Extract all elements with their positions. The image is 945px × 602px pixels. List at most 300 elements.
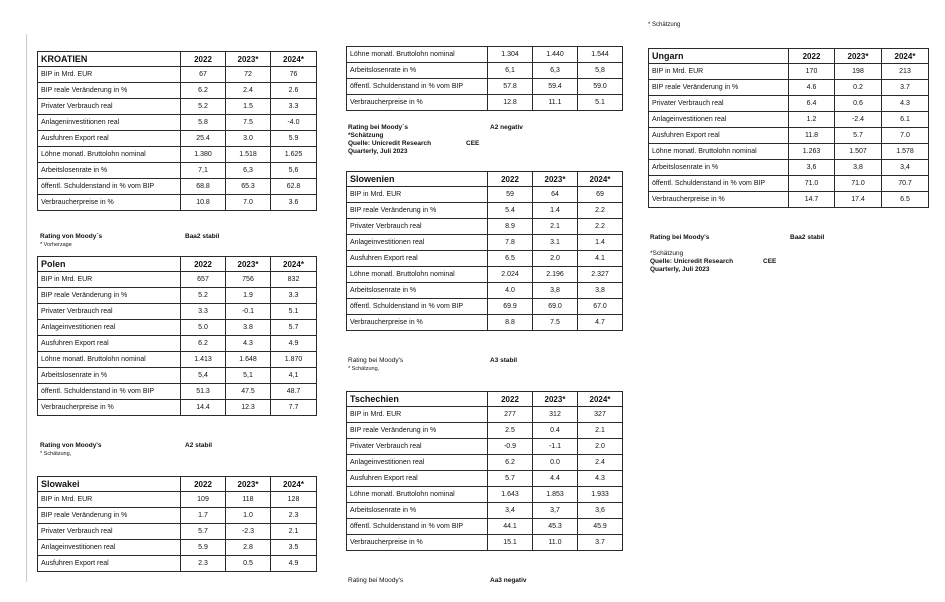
cell-value: 1.9 bbox=[226, 288, 271, 304]
col-2022: 2022 bbox=[181, 477, 226, 492]
cell-value: 4.9 bbox=[271, 556, 317, 572]
cell-value: 12.3 bbox=[226, 400, 271, 416]
cell-value: 4.3 bbox=[882, 96, 929, 112]
table-row bbox=[38, 272, 317, 288]
slovakia-rating-value: A2 negativ bbox=[490, 124, 523, 131]
table-row bbox=[38, 67, 317, 83]
row-label: öffentl. Schuldenstand in % vom BIP bbox=[649, 176, 789, 192]
cell-value: 2.196 bbox=[533, 267, 578, 283]
table-row bbox=[649, 160, 929, 176]
row-label: Löhne monatl. Bruttolohn nominal bbox=[38, 352, 181, 368]
page-margin-rule bbox=[26, 34, 27, 582]
cell-value: 1.625 bbox=[271, 147, 317, 163]
row-label: Privater Verbrauch real bbox=[649, 96, 789, 112]
hungary-title: Ungarn bbox=[649, 49, 789, 64]
poland-rating-label: Rating von Moody's bbox=[40, 442, 102, 449]
table-row bbox=[38, 147, 317, 163]
cell-value: 4.7 bbox=[578, 315, 623, 331]
row-label: Anlageinvestitionen real bbox=[347, 455, 488, 471]
col-2024: 2024* bbox=[271, 477, 317, 492]
cell-value: 756 bbox=[226, 272, 271, 288]
table-row bbox=[347, 439, 623, 455]
row-label: BIP in Mrd. EUR bbox=[38, 67, 181, 83]
cell-value: 1.263 bbox=[789, 144, 835, 160]
col-2023: 2023* bbox=[226, 257, 271, 272]
slovenia-header-row bbox=[347, 172, 623, 187]
cell-value: 5.7 bbox=[181, 524, 226, 540]
cell-value: 5,1 bbox=[226, 368, 271, 384]
table-row bbox=[347, 267, 623, 283]
cell-value: 4.6 bbox=[789, 80, 835, 96]
cell-value: 5.4 bbox=[488, 203, 533, 219]
cell-value: 2.1 bbox=[271, 524, 317, 540]
row-label: Löhne monatl. Bruttolohn nominal bbox=[347, 267, 488, 283]
row-label: Privater Verbrauch real bbox=[38, 524, 181, 540]
cell-value: 170 bbox=[789, 64, 835, 80]
row-label: BIP reale Veränderung in % bbox=[347, 423, 488, 439]
cell-value: 5.0 bbox=[181, 320, 226, 336]
cell-value: 5.7 bbox=[835, 128, 882, 144]
col-2022: 2022 bbox=[488, 172, 533, 187]
col-2023: 2023* bbox=[835, 49, 882, 64]
row-label: BIP reale Veränderung in % bbox=[38, 83, 181, 99]
cell-value: 312 bbox=[533, 407, 578, 423]
slovakia-rows bbox=[38, 492, 317, 572]
slovenia-block bbox=[346, 171, 622, 331]
cell-value: 213 bbox=[882, 64, 929, 80]
cell-value: 1.5 bbox=[226, 99, 271, 115]
table-row bbox=[347, 535, 623, 551]
table-row bbox=[38, 400, 317, 416]
cell-value: 67 bbox=[181, 67, 226, 83]
cell-value: 2.5 bbox=[488, 423, 533, 439]
slovenia-rows bbox=[347, 187, 623, 331]
cell-value: 3,8 bbox=[835, 160, 882, 176]
row-label: Verbraucherpreise in % bbox=[347, 315, 488, 331]
cell-value: 2.3 bbox=[181, 556, 226, 572]
slovakia-cont-table bbox=[346, 46, 623, 111]
col-2024: 2024* bbox=[271, 52, 317, 67]
cell-value: 6.2 bbox=[181, 83, 226, 99]
cell-value: 70.7 bbox=[882, 176, 929, 192]
table-row bbox=[38, 99, 317, 115]
cell-value: 6.2 bbox=[181, 336, 226, 352]
header-estimate-note: * Schätzung bbox=[648, 22, 681, 28]
row-label: BIP in Mrd. EUR bbox=[347, 187, 488, 203]
row-label: Anlageinvestitionen real bbox=[38, 320, 181, 336]
cell-value: 1.648 bbox=[226, 352, 271, 368]
cell-value: 1.507 bbox=[835, 144, 882, 160]
cell-value: 5.2 bbox=[181, 288, 226, 304]
croatia-note: * Vorherzage bbox=[40, 242, 72, 248]
table-row bbox=[347, 47, 623, 63]
col-2022: 2022 bbox=[181, 52, 226, 67]
row-label: Anlageinvestitionen real bbox=[38, 540, 181, 556]
table-row bbox=[347, 423, 623, 439]
cell-value: 4.9 bbox=[271, 336, 317, 352]
cell-value: 3.5 bbox=[271, 540, 317, 556]
table-row bbox=[38, 195, 317, 211]
cell-value: 76 bbox=[271, 67, 317, 83]
cell-value: 3,7 bbox=[533, 503, 578, 519]
row-label: BIP reale Veränderung in % bbox=[38, 288, 181, 304]
czechia-footer bbox=[348, 577, 527, 585]
cell-value: 10.8 bbox=[181, 195, 226, 211]
croatia-table bbox=[37, 51, 317, 211]
cell-value: 128 bbox=[271, 492, 317, 508]
col-2023: 2023* bbox=[533, 172, 578, 187]
poland-table bbox=[37, 256, 317, 416]
table-row bbox=[347, 283, 623, 299]
cell-value: 11.8 bbox=[789, 128, 835, 144]
table-row bbox=[38, 320, 317, 336]
cell-value: 59.4 bbox=[533, 79, 578, 95]
row-label: Löhne monatl. Bruttolohn nominal bbox=[38, 147, 181, 163]
cell-value: 3.3 bbox=[181, 304, 226, 320]
table-row bbox=[38, 336, 317, 352]
table-row bbox=[347, 315, 623, 331]
cell-value: 7,1 bbox=[181, 163, 226, 179]
cell-value: 118 bbox=[226, 492, 271, 508]
hungary-source-tag: CEE bbox=[763, 258, 777, 265]
cell-value: 1.4 bbox=[578, 235, 623, 251]
slovakia-footer bbox=[348, 124, 523, 156]
row-label: Ausfuhren Export real bbox=[649, 128, 789, 144]
cell-value: 59.0 bbox=[578, 79, 623, 95]
cell-value: 109 bbox=[181, 492, 226, 508]
table-row bbox=[347, 219, 623, 235]
cell-value: 1.578 bbox=[882, 144, 929, 160]
row-label: Löhne monatl. Bruttolohn nominal bbox=[347, 487, 488, 503]
table-row bbox=[38, 304, 317, 320]
poland-footer bbox=[40, 442, 212, 458]
slovenia-title: Slowenien bbox=[347, 172, 488, 187]
czechia-table bbox=[346, 391, 623, 551]
cell-value: 1.518 bbox=[226, 147, 271, 163]
table-row bbox=[347, 251, 623, 267]
cell-value: 65.3 bbox=[226, 179, 271, 195]
poland-title: Polen bbox=[38, 257, 181, 272]
cell-value: -2.4 bbox=[835, 112, 882, 128]
czechia-header-row bbox=[347, 392, 623, 407]
row-label: BIP reale Veränderung in % bbox=[649, 80, 789, 96]
table-row bbox=[347, 203, 623, 219]
cell-value: 17.4 bbox=[835, 192, 882, 208]
cell-value: 1.440 bbox=[533, 47, 578, 63]
table-row bbox=[347, 95, 623, 111]
hungary-source: Quelle: Unicredit Research bbox=[650, 258, 734, 265]
cell-value: 5.9 bbox=[271, 131, 317, 147]
cell-value: 2.2 bbox=[578, 219, 623, 235]
row-label: Ausfuhren Export real bbox=[38, 131, 181, 147]
row-label: Privater Verbrauch real bbox=[347, 219, 488, 235]
cell-value: 1.853 bbox=[533, 487, 578, 503]
cell-value: 0.0 bbox=[533, 455, 578, 471]
table-row bbox=[38, 163, 317, 179]
cell-value: 2.327 bbox=[578, 267, 623, 283]
cell-value: 7.7 bbox=[271, 400, 317, 416]
table-row bbox=[38, 288, 317, 304]
cell-value: 1.933 bbox=[578, 487, 623, 503]
cell-value: 3.3 bbox=[271, 99, 317, 115]
cell-value: 15.1 bbox=[488, 535, 533, 551]
hungary-quarterly: Quarterly, Juli 2023 bbox=[650, 266, 710, 273]
cell-value: 1.643 bbox=[488, 487, 533, 503]
cell-value: 0.5 bbox=[226, 556, 271, 572]
table-row bbox=[347, 407, 623, 423]
cell-value: 0.6 bbox=[835, 96, 882, 112]
slovakia-quarterly: Quarterly, Juli 2023 bbox=[348, 148, 408, 155]
czechia-rows bbox=[347, 407, 623, 551]
table-row bbox=[38, 492, 317, 508]
cell-value: 72 bbox=[226, 67, 271, 83]
cell-value: 6,1 bbox=[488, 63, 533, 79]
croatia-footer bbox=[40, 233, 219, 249]
table-row bbox=[347, 503, 623, 519]
cell-value: 68.8 bbox=[181, 179, 226, 195]
cell-value: 7.5 bbox=[226, 115, 271, 131]
row-label: BIP reale Veränderung in % bbox=[347, 203, 488, 219]
poland-note: * Schätzung, bbox=[40, 451, 72, 457]
cell-value: 6.2 bbox=[488, 455, 533, 471]
cell-value: 3,6 bbox=[578, 503, 623, 519]
table-row bbox=[347, 187, 623, 203]
col-2024: 2024* bbox=[578, 392, 623, 407]
cell-value: 1.4 bbox=[533, 203, 578, 219]
cell-value: 3,6 bbox=[789, 160, 835, 176]
cell-value: 67.0 bbox=[578, 299, 623, 315]
table-row bbox=[38, 384, 317, 400]
table-row bbox=[347, 455, 623, 471]
czechia-rating-value: Aa3 negativ bbox=[490, 577, 527, 584]
cell-value: 14.4 bbox=[181, 400, 226, 416]
cell-value: 6.1 bbox=[882, 112, 929, 128]
table-row bbox=[649, 64, 929, 80]
cell-value: 7.0 bbox=[226, 195, 271, 211]
cell-value: 6,3 bbox=[533, 63, 578, 79]
cell-value: 6.5 bbox=[488, 251, 533, 267]
slovakia-cont-block bbox=[346, 46, 622, 111]
row-label: Ausfuhren Export real bbox=[347, 251, 488, 267]
cell-value: 45.9 bbox=[578, 519, 623, 535]
row-label: Arbeitslosenrate in % bbox=[649, 160, 789, 176]
cell-value: 8.8 bbox=[488, 315, 533, 331]
row-label: öffentl. Schuldenstand in % vom BIP bbox=[38, 384, 181, 400]
slovenia-rating-value: A3 stabil bbox=[490, 357, 518, 364]
cell-value: 48.7 bbox=[271, 384, 317, 400]
row-label: Löhne monatl. Bruttolohn nominal bbox=[649, 144, 789, 160]
slovenia-rating-label: Rating bei Moody's bbox=[348, 357, 404, 364]
cell-value: 5,8 bbox=[578, 63, 623, 79]
cell-value: 7.0 bbox=[882, 128, 929, 144]
row-label: Ausfuhren Export real bbox=[38, 556, 181, 572]
cell-value: 7.5 bbox=[533, 315, 578, 331]
col-2024: 2024* bbox=[882, 49, 929, 64]
row-label: öffentl. Schuldenstand in % vom BIP bbox=[347, 519, 488, 535]
row-label: Arbeitslosenrate in % bbox=[38, 368, 181, 384]
cell-value: 2.4 bbox=[578, 455, 623, 471]
poland-rating-value: A2 stabil bbox=[185, 442, 213, 449]
cell-value: 3,8 bbox=[578, 283, 623, 299]
cell-value: 3,4 bbox=[488, 503, 533, 519]
row-label: Ausfuhren Export real bbox=[347, 471, 488, 487]
cell-value: 2.1 bbox=[578, 423, 623, 439]
row-label: Ausfuhren Export real bbox=[38, 336, 181, 352]
cell-value: 3.3 bbox=[271, 288, 317, 304]
slovakia-title: Slowakei bbox=[38, 477, 181, 492]
table-row bbox=[347, 299, 623, 315]
croatia-rating-label: Rating von Moody´s bbox=[40, 233, 103, 240]
cell-value: 64 bbox=[533, 187, 578, 203]
col-2023: 2023* bbox=[533, 392, 578, 407]
row-label: Arbeitslosenrate in % bbox=[347, 63, 488, 79]
slovakia-note: *Schätzung bbox=[348, 132, 384, 139]
slovakia-block bbox=[37, 476, 316, 572]
cell-value: 5.9 bbox=[181, 540, 226, 556]
cell-value: 3.7 bbox=[578, 535, 623, 551]
row-label: Verbraucherpreise in % bbox=[347, 535, 488, 551]
hungary-block bbox=[648, 48, 928, 208]
slovenia-note: * Schätzung, bbox=[348, 366, 380, 372]
czechia-title: Tschechien bbox=[347, 392, 488, 407]
table-row bbox=[649, 176, 929, 192]
slovenia-table bbox=[346, 171, 623, 331]
croatia-rating-value: Baa2 stabil bbox=[185, 233, 220, 240]
slovakia-cont-rows bbox=[347, 47, 623, 111]
table-row bbox=[347, 63, 623, 79]
cell-value: 1.380 bbox=[181, 147, 226, 163]
cell-value: 5.7 bbox=[271, 320, 317, 336]
cell-value: 1.0 bbox=[226, 508, 271, 524]
row-label: BIP in Mrd. EUR bbox=[38, 492, 181, 508]
croatia-block bbox=[37, 51, 316, 211]
table-row bbox=[38, 83, 317, 99]
cell-value: 3.8 bbox=[226, 320, 271, 336]
cell-value: -0.9 bbox=[488, 439, 533, 455]
row-label: Privater Verbrauch real bbox=[38, 99, 181, 115]
hungary-note: *Schätzung bbox=[650, 250, 684, 257]
col-2022: 2022 bbox=[181, 257, 226, 272]
cell-value: 71.0 bbox=[789, 176, 835, 192]
cell-value: 1.413 bbox=[181, 352, 226, 368]
cell-value: 71.0 bbox=[835, 176, 882, 192]
cell-value: 1.304 bbox=[488, 47, 533, 63]
row-label: Anlageinvestitionen real bbox=[649, 112, 789, 128]
table-row bbox=[38, 556, 317, 572]
cell-value: 1.7 bbox=[181, 508, 226, 524]
cell-value: 59 bbox=[488, 187, 533, 203]
slovakia-rating-label: Rating bei Moody´s bbox=[348, 124, 408, 131]
cell-value: 69.9 bbox=[488, 299, 533, 315]
poland-rows bbox=[38, 272, 317, 416]
table-row bbox=[649, 112, 929, 128]
table-row bbox=[38, 524, 317, 540]
croatia-title: KROATIEN bbox=[38, 52, 181, 67]
cell-value: 4,1 bbox=[271, 368, 317, 384]
cell-value: 198 bbox=[835, 64, 882, 80]
cell-value: 1.544 bbox=[578, 47, 623, 63]
cell-value: 51.3 bbox=[181, 384, 226, 400]
cell-value: 44.1 bbox=[488, 519, 533, 535]
table-row bbox=[38, 540, 317, 556]
cell-value: 6.5 bbox=[882, 192, 929, 208]
czechia-block bbox=[346, 391, 622, 551]
row-label: Privater Verbrauch real bbox=[347, 439, 488, 455]
cell-value: 4.3 bbox=[226, 336, 271, 352]
cell-value: 3,8 bbox=[533, 283, 578, 299]
cell-value: 2.4 bbox=[226, 83, 271, 99]
row-label: Verbraucherpreise in % bbox=[38, 400, 181, 416]
table-row bbox=[38, 179, 317, 195]
cell-value: 2.1 bbox=[533, 219, 578, 235]
cell-value: 5.1 bbox=[578, 95, 623, 111]
cell-value: -4.0 bbox=[271, 115, 317, 131]
row-label: Arbeitslosenrate in % bbox=[347, 283, 488, 299]
hungary-footer bbox=[650, 234, 824, 274]
cell-value: 62.8 bbox=[271, 179, 317, 195]
table-row bbox=[649, 96, 929, 112]
czechia-rating-label: Rating bei Moody's bbox=[348, 577, 404, 584]
cell-value: 45.3 bbox=[533, 519, 578, 535]
slovakia-table bbox=[37, 476, 317, 572]
table-row bbox=[38, 131, 317, 147]
cell-value: 12.8 bbox=[488, 95, 533, 111]
slovakia-header-row bbox=[38, 477, 317, 492]
cell-value: 5,6 bbox=[271, 163, 317, 179]
cell-value: 5.7 bbox=[488, 471, 533, 487]
slovakia-source: Quelle: Unicredit Research bbox=[348, 140, 432, 147]
cell-value: 327 bbox=[578, 407, 623, 423]
cell-value: 2.0 bbox=[578, 439, 623, 455]
cell-value: 2.0 bbox=[533, 251, 578, 267]
hungary-rows bbox=[649, 64, 929, 208]
col-2024: 2024* bbox=[578, 172, 623, 187]
table-row bbox=[649, 128, 929, 144]
row-label: BIP reale Veränderung in % bbox=[38, 508, 181, 524]
poland-block bbox=[37, 256, 316, 416]
table-row bbox=[649, 144, 929, 160]
cell-value: 4.3 bbox=[578, 471, 623, 487]
table-row bbox=[347, 471, 623, 487]
col-2022: 2022 bbox=[789, 49, 835, 64]
row-label: Anlageinvestitionen real bbox=[347, 235, 488, 251]
cell-value: 2.2 bbox=[578, 203, 623, 219]
table-row bbox=[38, 508, 317, 524]
cell-value: 1.870 bbox=[271, 352, 317, 368]
cell-value: 4.0 bbox=[488, 283, 533, 299]
cell-value: 0.2 bbox=[835, 80, 882, 96]
cell-value: 2.6 bbox=[271, 83, 317, 99]
cell-value: 4.4 bbox=[533, 471, 578, 487]
cell-value: 5,4 bbox=[181, 368, 226, 384]
col-2023: 2023* bbox=[226, 477, 271, 492]
cell-value: 3.1 bbox=[533, 235, 578, 251]
cell-value: 2.8 bbox=[226, 540, 271, 556]
row-label: BIP in Mrd. EUR bbox=[38, 272, 181, 288]
cell-value: 3,4 bbox=[882, 160, 929, 176]
table-row bbox=[649, 192, 929, 208]
cell-value: 69 bbox=[578, 187, 623, 203]
table-row bbox=[38, 352, 317, 368]
cell-value: 8.9 bbox=[488, 219, 533, 235]
row-label: BIP in Mrd. EUR bbox=[347, 407, 488, 423]
row-label: Arbeitslosenrate in % bbox=[38, 163, 181, 179]
cell-value: 7.8 bbox=[488, 235, 533, 251]
row-label: öffentl. Schuldenstand in % vom BIP bbox=[347, 79, 488, 95]
cell-value: 6.4 bbox=[789, 96, 835, 112]
table-row bbox=[347, 487, 623, 503]
row-label: Verbraucherpreise in % bbox=[347, 95, 488, 111]
